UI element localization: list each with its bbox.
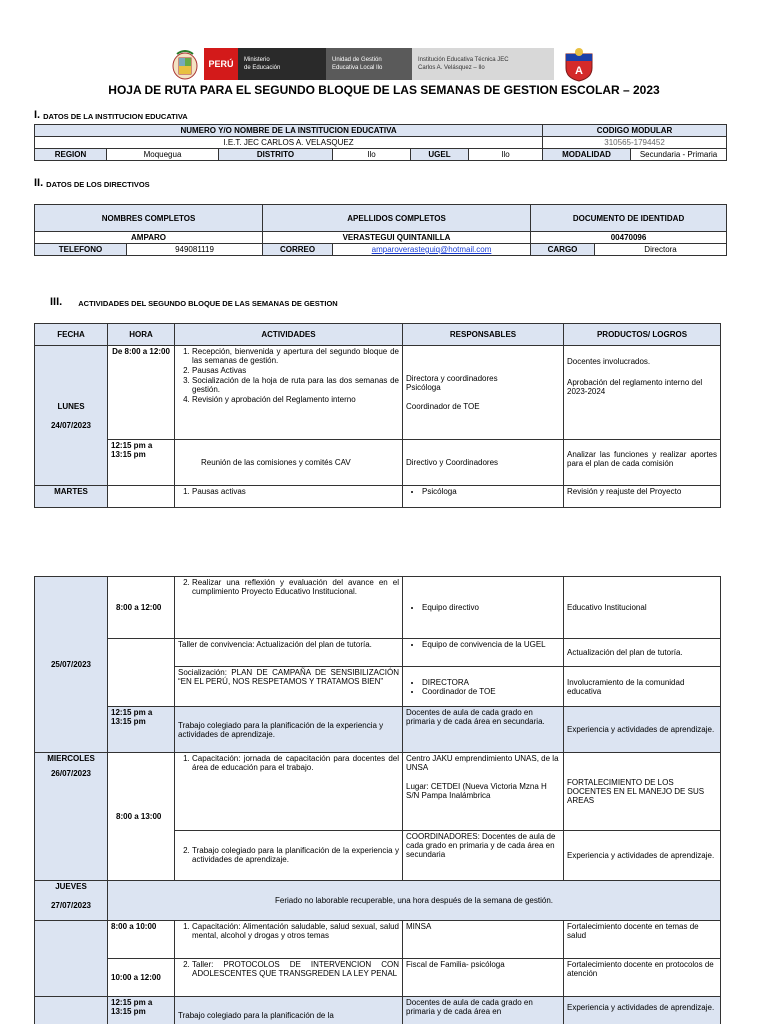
date-cell-lunes: LUNES 24/07/2023 <box>35 346 108 486</box>
institution-table: NUMERO Y/O NOMBRE DE LA INSTITUCION EDUCATIVA CODIGO MODULAR I.E.T. JEC CARLOS A. VELASQUEZ 310565-1794452 REGION Moquegua DISTRITO Ilo UGEL Ilo MODALIDAD Secundaria - Primaria <box>34 124 727 161</box>
ugel-block: Unidad de Gestión Educativa Local Ilo <box>326 48 412 80</box>
date-cell-miercoles: MIERCOLES 26/07/2023 <box>35 753 108 881</box>
page-title: HOJA DE RUTA PARA EL SEGUNDO BLOQUE DE LAS SEMANAS DE GESTION ESCOLAR – 2023 <box>108 83 660 97</box>
institution-block: Institución Educativa Técnica JEC Carlos A. Velásquez – Ilo <box>412 48 554 80</box>
section1-heading: I. DATOS DE LA INSTITUCION EDUCATIVA <box>34 109 188 121</box>
school-badge-icon <box>562 46 596 82</box>
email-link[interactable]: amparoverasteguiq@hotmail.com <box>371 245 492 254</box>
activities-table-1: FECHA HORA ACTIVIDADES RESPONSABLES PRODUCTOS/ LOGROS LUNES 24/07/2023 De 8:00 a 12:00 1. Recepción, bienvenida y apertura del segundo bloque de las semanas de gestión. 2. Pausas Activas 3. Socialización de la hoja de ruta para las dos semanas de gestión. 4. Revisión y aprobación del Reglamento interno Directora y coordinadores Psicóloga Coordinador de TOE Docentes involucrados. Aprobación del reglamento interno del 2023-2024 12:15 pm a 13:15 pm Reunión de las comisiones y comités CAV Directivo y Coordinadores Analizar las funciones y realizar aportes para el plan de cada comisión MARTES 1. Pausas activas • Psicóloga Revisión y reajuste del Proyecto <box>34 323 721 508</box>
activities-table-2: 25/07/2023 8:00 a 12:00 2. Realizar una reflexión y evaluación del avance en el cumplimiento Proyecto Educativo Institucional. • Equipo directivo Educativo Institucional Taller de convivencia: Actualización del plan de tutoría. • Equipo de convivencia de la UGEL Actualización del plan de tutoría. Socialización: PLAN DE CAMPAÑA DE SENSIBILIZACIÓN “EN EL PERÚ, NOS RESPETAMOS Y TRATAMOS BIEN” • DIRECTORA • Coordinador de TOE Involucramiento de la comunidad educativa 12:15 pm a 13:15 pm Trabajo colegiado para la planificación de la experiencia y actividades de aprendizaje. Docentes de aula de cada grado en primaria y de cada área en secundaria. Experiencia y actividades de aprendizaje. MIERCOLES 26/07/2023 8:00 a 13:00 1. Capacitación: jornada de capacitación para docentes del área de educación para el trabajo. Centro JAKU emprendimiento UNAS, de la UNSA Lugar: CETDEI (Nueva Victoria Mzna H S/N Pampa Inalámbrica FORTALECIMIENTO DE LOS DOCENTES EN EL MANEJO DE SUS AREAS 2. Trabajo colegiado para la planificación de la experiencia y actividades de aprendizaje. COORDINADORES: Docentes de aula de cada grado en primaria y de cada área en secundaria Experiencia y actividades de aprendizaje. JUEVES 27/07/2023 Feriado no laborable recuperable, una hora después de la semana de gestión. 8:00 a 10:00 1. Capacitación: Alimentación saludable, salud sexual, salud mental, alcohol y drogas y otros temas MINSA Fortalecimiento docente en temas de salud 10:00 a 12:00 2. Taller: PROTOCOLOS DE INTERVENCION CON ADOLESCENTES QUE TRANSGREDEN LA LEY PENAL Fiscal de Familia- psicóloga Fortalecimiento docente en protocolos de atención 12:15 pm a 13:15 pm Trabajo colegiado para la planificación de la Docentes de aula de cada grado en primaria y de cada área en Experiencia y actividades de aprendizaje. <box>34 576 721 1024</box>
peru-coat-of-arms-icon <box>168 46 202 82</box>
ministry-block: Ministerio de Educación <box>238 48 326 80</box>
section2-heading: II. DATOS DE LOS DIRECTIVOS <box>34 177 150 189</box>
svg-text:A: A <box>575 65 583 77</box>
peru-logo: PERÚ <box>204 48 238 80</box>
section3-heading: III. ACTIVIDADES DEL SEGUNDO BLOQUE DE LAS SEMANAS DE GESTION <box>50 296 338 308</box>
header-logos <box>168 46 554 82</box>
directors-table: NOMBRES COMPLETOS APELLIDOS COMPLETOS DOCUMENTO DE IDENTIDAD AMPARO VERASTEGUI QUINTANILLA 00470096 TELEFONO 949081119 CORREO amparoverasteguiq@hotmail.com CARGO Directora <box>34 204 727 256</box>
